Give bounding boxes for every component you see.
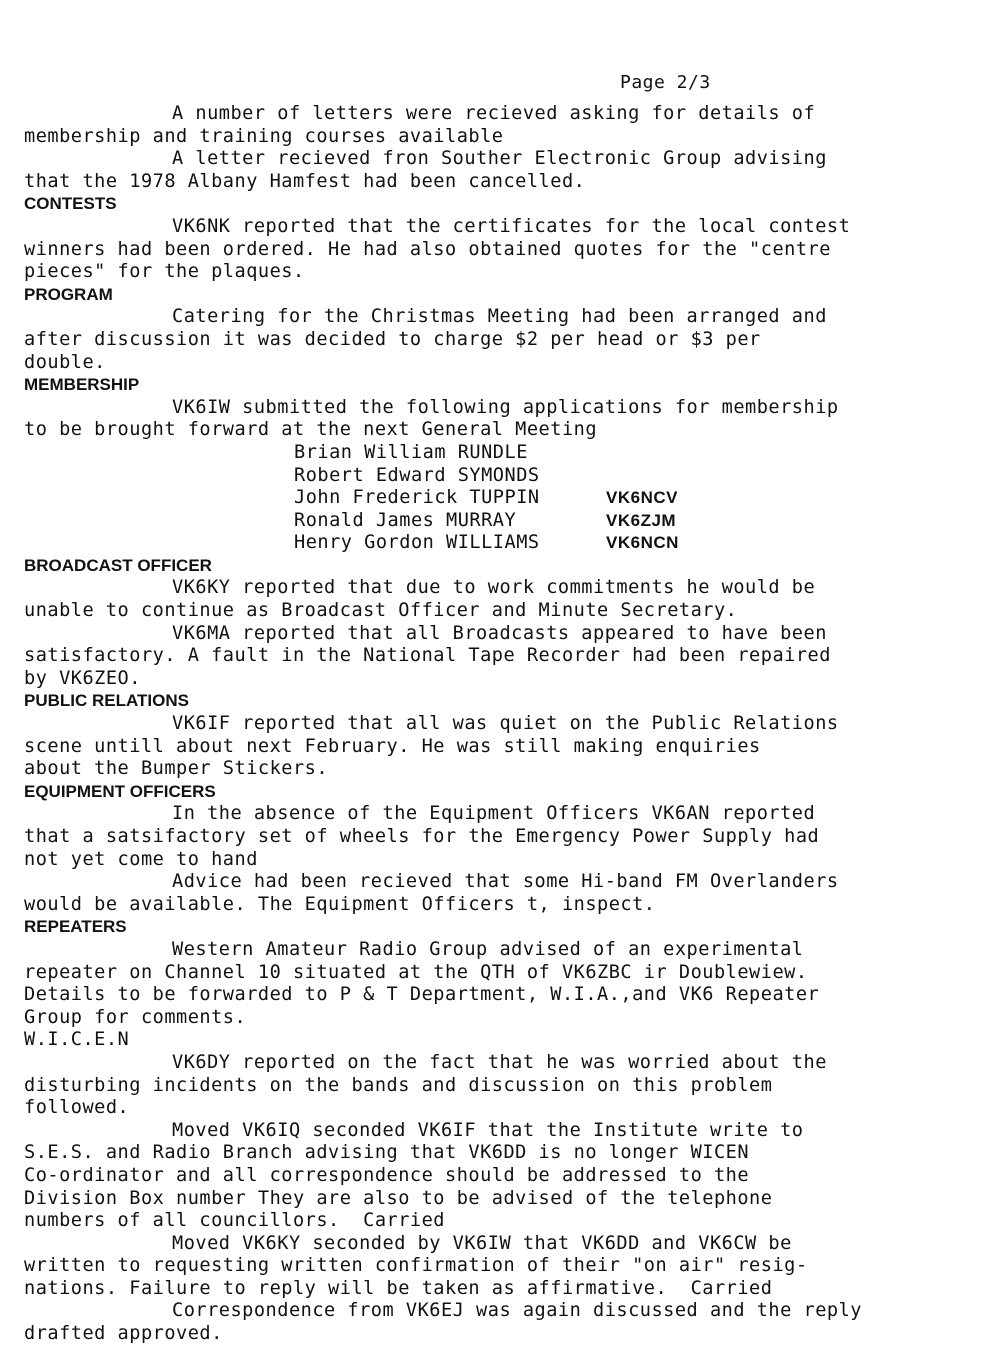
- section-heading: REPEATERS: [24, 917, 127, 937]
- text-line: satisfactory. A fault in the National Tape Recorder had been repaired: [24, 645, 831, 667]
- minutes-section-1: [24, 103, 984, 442]
- minutes-section-2: [24, 555, 984, 1346]
- text-line: Group for comments.: [24, 1006, 247, 1028]
- text-line: double.: [24, 351, 106, 373]
- text-line: Correspondence from VK6EJ was again discussed and the reply: [172, 1300, 862, 1322]
- text-line: that the 1978 Albany Hamfest had been cancelled.: [24, 170, 586, 192]
- text-line: scene untill about next February. He was still making enquiries: [24, 735, 761, 757]
- member-name: John Frederick TUPPIN: [294, 487, 540, 509]
- member-name: Henry Gordon WILLIAMS: [294, 532, 540, 554]
- text-line: that a satsifactory set of wheels for the Emergency Power Supply had: [24, 826, 820, 847]
- text-line: unable to continue as Broadcast Officer and Minute Secretary.: [24, 600, 738, 622]
- text-line: pieces" for the plaques.: [24, 261, 305, 283]
- member-row: [294, 510, 984, 533]
- member-name: Brian William RUNDLE: [294, 441, 528, 463]
- text-line: In the absence of the Equipment Officers VK6AN reported: [172, 803, 816, 825]
- member-callsign: VK6ZJM: [606, 510, 677, 530]
- member-row: [294, 487, 984, 510]
- member-row: [294, 465, 984, 488]
- text-line: to be brought forward at the next General Meeting: [24, 419, 598, 441]
- text-line: Co-ordinator and all correspondence should be addressed to the: [24, 1164, 750, 1186]
- membership-applicants-list: [24, 442, 984, 555]
- section-heading: MEMBERSHIP: [24, 375, 140, 395]
- minutes-body: [24, 103, 984, 1346]
- text-line: A letter recieved fron Souther Electronic Group advising: [172, 148, 827, 170]
- text-line: about the Bumper Stickers.: [24, 758, 329, 780]
- text-line: VK6DY reported on the fact that he was worried about the: [172, 1051, 827, 1073]
- text-line: Details to be forwarded to P & T Department, W.I.A.,and VK6 Repeater: [24, 984, 820, 1006]
- text-line: Catering for the Christmas Meeting had been arranged and: [172, 306, 827, 328]
- text-line: after discussion it was decided to charge $2 per head or $3 per: [24, 328, 761, 350]
- text-line: not yet come to hand: [24, 848, 258, 870]
- section-heading: BROADCAST OFFICER: [24, 555, 212, 575]
- page-number: Page 2/3: [620, 72, 711, 93]
- member-name: Ronald James MURRAY: [294, 509, 517, 531]
- text-line: Western Amateur Radio Group advised of an experimental: [172, 938, 804, 960]
- section-heading: EQUIPMENT OFFICERS: [24, 781, 216, 801]
- text-line: VK6KY reported that due to work commitments he would be: [172, 577, 816, 599]
- member-name: Robert Edward SYMONDS: [294, 464, 540, 486]
- text-line: drafted approved.: [24, 1323, 223, 1345]
- text-line: disturbing incidents on the bands and discussion on this problem: [24, 1074, 773, 1096]
- text-line: nations. Failure to reply will be taken as affirmative. Carried: [24, 1277, 773, 1299]
- text-line: W.I.C.E.N: [24, 1029, 130, 1051]
- text-line: VK6IW submitted the following applications for membership: [172, 396, 839, 418]
- section-heading: PUBLIC RELATIONS: [24, 691, 189, 711]
- text-line: would be available. The Equipment Officers t, inspect.: [24, 893, 656, 915]
- member-row: [294, 442, 984, 465]
- text-line: followed.: [24, 1097, 130, 1119]
- member-row: [294, 532, 984, 555]
- text-line: membership and training courses available: [24, 125, 504, 147]
- text-line: written to requesting written confirmation of their "on air" resig-: [24, 1255, 808, 1277]
- member-callsign: VK6NCN: [606, 533, 679, 553]
- text-line: VK6MA reported that all Broadcasts appeared to have been: [172, 622, 827, 644]
- section-heading: CONTESTS: [24, 194, 117, 214]
- text-line: by VK6ZEO.: [24, 667, 141, 689]
- text-line: A number of letters were recieved asking for details of: [172, 103, 816, 124]
- text-line: Moved VK6IQ seconded VK6IF that the Institute write to: [172, 1119, 804, 1141]
- text-line: Advice had been recieved that some Hi-band FM Overlanders: [172, 871, 839, 893]
- text-line: S.E.S. and Radio Branch advising that VK6DD is no longer WICEN: [24, 1142, 750, 1164]
- member-callsign: VK6NCV: [606, 488, 678, 508]
- section-heading: PROGRAM: [24, 284, 113, 304]
- text-line: VK6IF reported that all was quiet on the Public Relations: [172, 713, 839, 735]
- text-line: Division Box number They are also to be advised of the telephone: [24, 1187, 773, 1209]
- text-line: numbers of all councillors. Carried: [24, 1210, 445, 1232]
- text-line: Moved VK6KY seconded by VK6IW that VK6DD and VK6CW be: [172, 1232, 792, 1254]
- text-line: VK6NK reported that the certificates for the local contest: [172, 215, 851, 237]
- text-line: repeater on Channel 10 situated at the QTH of VK6ZBC ir Doublewiew.: [24, 961, 808, 983]
- text-line: winners had been ordered. He had also obtained quotes for the "centre: [24, 238, 831, 260]
